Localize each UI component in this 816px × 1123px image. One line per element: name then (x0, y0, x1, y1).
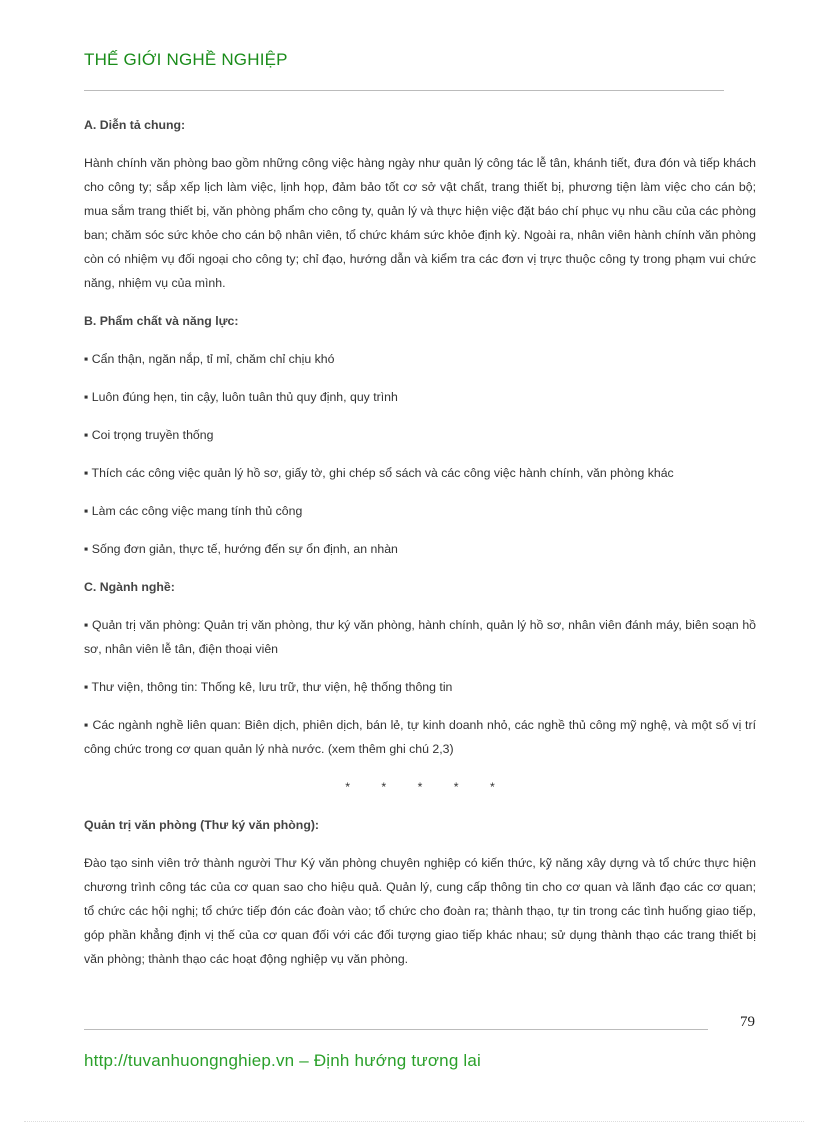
section-d-heading: Quản trị văn phòng (Thư ký văn phòng): (84, 818, 320, 832)
quality-item: ▪ Cẩn thận, ngăn nắp, tỉ mỉ, chăm chỉ chịu khó (84, 352, 335, 366)
career-item: ▪ Quản trị văn phòng: Quản trị văn phòng, thư ký văn phòng, hành chính, quản lý hồ sơ, nhân viên đánh máy, biên soạn hồ sơ, nhân viên lễ tân, điện thoại viên (84, 618, 756, 656)
footer-link[interactable]: http://tuvanhuongnghiep.vn – Định hướng tương lai (84, 1051, 482, 1070)
quality-item: ▪ Làm các công việc mang tính thủ công (84, 504, 303, 518)
section-a-paragraph: Hành chính văn phòng bao gồm những công việc hàng ngày như quản lý công tác lễ tân, khánh tiết, đưa đón và tiếp khách cho công ty; sắp xếp lịch làm việc, lịnh họp, đảm bảo tốt cơ sở vật chất, trang thiết bị, phương tiện làm việc cho cán bộ; mua sắm trang thiết bị, văn phòng phẩm cho công ty, quản lý và thực hiện việc đặt báo chí phục vụ nhu cầu của các phòng ban; chăm sóc sức khỏe cho cán bộ nhân viên, tổ chức khám sức khỏe định kỳ. Ngoài ra, nhân viên hành chính văn phòng còn có nhiệm vụ đối ngoại cho công ty; chỉ đạo, hướng dẫn và kiểm tra các đơn vị trực thuộc công ty trong phạm vui chức năng, nhiệm vụ của mình. (84, 156, 756, 290)
quality-item: ▪ Coi trọng truyền thống (84, 428, 214, 442)
footer-divider (84, 1029, 708, 1030)
career-item: ▪ Các ngành nghề liên quan: Biên dịch, phiên dịch, bán lẻ, tự kinh doanh nhỏ, các nghề thủ công mỹ nghệ, và một số vị trí công chức trong cơ quan quản lý nhà nước. (xem thêm ghi chú 2,3) (84, 718, 756, 756)
section-d-paragraph: Đào tạo sinh viên trở thành người Thư Ký văn phòng chuyên nghiệp có kiến thức, kỹ năng xây dựng và tổ chức thực hiện chương trình công tác của cơ quan sao cho hiệu quả. Quản lý, cung cấp thông tin cho cơ quan và lãnh đạo các cơ quan; tổ chức các hội nghị; tổ chức tiếp đón các đoàn vào; tổ chức cho đoàn ra; thành thạo, tự tin trong các tình huống giao tiếp, góp phần khẳng định vị thế của cơ quan đối với các đối tượng giao tiếp khác nhau; sử dụng thành thạo các trang thiết bị văn phòng; thành thạo các hoạt động nghiệp vụ văn phòng. (84, 856, 756, 966)
header-title: THẾ GIỚI NGHỀ NGHIỆP (84, 50, 288, 69)
quality-item: ▪ Thích các công việc quản lý hồ sơ, giấy tờ, ghi chép sổ sách và các công việc hành chính, văn phòng khác (84, 466, 674, 480)
quality-item: ▪ Luôn đúng hẹn, tin cậy, luôn tuân thủ quy định, quy trình (84, 390, 398, 404)
section-a-heading: A. Diễn tả chung: (84, 118, 186, 132)
section-c-heading: C. Ngành nghề: (84, 580, 175, 594)
page-content (84, 113, 756, 985)
header-divider (84, 90, 724, 91)
section-separator: * * * * * (345, 780, 509, 794)
career-item: ▪ Thư viện, thông tin: Thống kê, lưu trữ, thư viện, hệ thống thông tin (84, 680, 453, 694)
page-edge-divider (24, 1121, 804, 1122)
section-b-heading: B. Phẩm chất và năng lực: (84, 314, 239, 328)
quality-item: ▪ Sống đơn giản, thực tế, hướng đến sự ổn định, an nhàn (84, 542, 398, 556)
page-number: 79 (740, 1014, 755, 1030)
